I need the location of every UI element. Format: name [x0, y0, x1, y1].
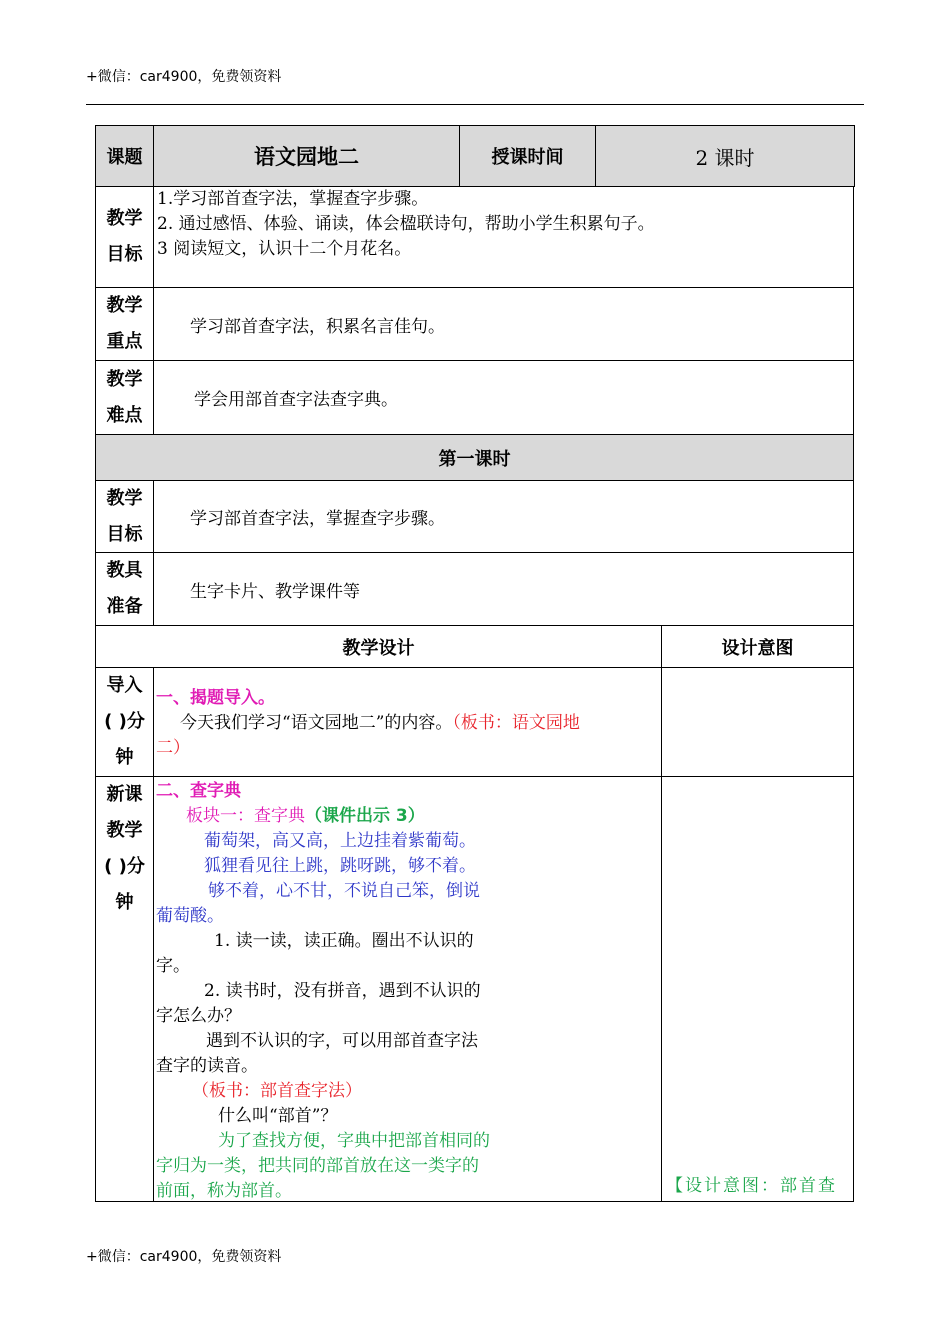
objective-item: 2. 通过感悟、体验、诵读，体会楹联诗句，帮助小学生积累句子。 — [157, 214, 655, 234]
header-note: +微信：car4900，免费领资料 — [86, 69, 282, 85]
focus-label-1: 教学 — [106, 295, 143, 316]
block-title-text: 板块一：查字典 — [186, 806, 305, 826]
design-intent: 【设计意图：部首查 — [666, 1176, 837, 1196]
difficulty-label — [95, 360, 154, 435]
poem-line: 葡萄架，高又高，上边挂着紫葡萄。 — [204, 831, 476, 851]
newlesson-heading: 二、查字典 — [156, 781, 241, 801]
question-1: 1. 读一读，读正确。圈出不认识的 — [214, 931, 474, 951]
block-title — [156, 804, 657, 829]
tools-text: 生字卡片、教学课件等 — [153, 552, 854, 626]
focus-text: 学习部首查字法，积累名言佳句。 — [153, 287, 854, 361]
lesson1-goal-text: 学习部首查字法，掌握查字步骤。 — [153, 480, 854, 553]
newlesson-label-3: ( )分 — [104, 856, 145, 877]
footer-note: +微信：car4900，免费领资料 — [86, 1249, 282, 1265]
objective-item: 3 阅读短文，认识十二个月花名。 — [157, 239, 412, 259]
objectives-content — [153, 186, 854, 288]
newlesson-intent-cell — [661, 776, 854, 1202]
intro-label-1: 导入 — [106, 675, 143, 696]
newlesson-label-2: 教学 — [106, 820, 143, 841]
intro-content — [153, 667, 662, 777]
intro-line — [156, 711, 657, 736]
time-label: 授课时间 — [459, 125, 596, 187]
question-2-cont: 字怎么办？ — [156, 1006, 241, 1026]
poem-line: 够不着，心不甘，不说自己笨，倒说 — [208, 881, 480, 901]
intro-heading: 一、揭题导入。 — [156, 688, 275, 708]
newlesson-label-4: 钟 — [115, 892, 134, 913]
intro-label-3: 钟 — [115, 747, 134, 768]
block-ppt: （课件出示 3） — [305, 806, 425, 826]
answer-3-cont: 前面，称为部首。 — [156, 1181, 292, 1201]
header-rule — [86, 104, 864, 105]
intro-intent — [661, 667, 854, 777]
objective-item: 1.学习部首查字法，掌握查字步骤。 — [157, 189, 429, 209]
topic-label: 课题 — [95, 125, 154, 187]
answer-3: 为了查找方便，字典中把部首相同的 — [218, 1131, 490, 1151]
question-3: 什么叫“部首”？ — [218, 1106, 338, 1126]
question-1-cont: 字。 — [156, 956, 190, 976]
intro-line-text: 今天我们学习“语文园地二”的内容。 — [180, 713, 453, 733]
question-2: 2. 读书时，没有拼音，遇到不认识的 — [204, 981, 481, 1001]
time-value: 2 课时 — [595, 125, 855, 187]
difficulty-label-2: 难点 — [106, 404, 143, 426]
objectives-label-2: 目标 — [106, 244, 143, 265]
intro-label — [95, 667, 154, 777]
objectives-label-1: 教学 — [106, 208, 143, 229]
poem-line: 狐狸看见往上跳，跳呀跳，够不着。 — [204, 856, 476, 876]
difficulty-text: 学会用部首查字法查字典。 — [153, 360, 854, 435]
lesson1-title: 第一课时 — [95, 434, 854, 481]
lesson1-goal-label — [95, 480, 154, 553]
difficulty-label-1: 教学 — [106, 368, 143, 390]
answer-3-cont: 字归为一类，把共同的部首放在这一类字的 — [156, 1156, 479, 1176]
design-header-left: 教学设计 — [95, 625, 662, 668]
tools-label — [95, 552, 154, 626]
intro-board-note: （板书：语文园地 — [452, 713, 580, 733]
design-header-right: 设计意图 — [661, 625, 854, 668]
newlesson-label-1: 新课 — [106, 784, 143, 805]
newlesson-content — [153, 776, 662, 1202]
lesson1-goal-label-2: 目标 — [106, 523, 143, 545]
topic-value: 语文园地二 — [153, 125, 460, 187]
tools-label-2: 准备 — [106, 596, 143, 617]
focus-label-2: 重点 — [106, 331, 143, 352]
lesson1-goal-label-1: 教学 — [106, 487, 143, 509]
intro-board-note-cont: 二） — [156, 738, 190, 758]
newlesson-label — [95, 776, 154, 1202]
intro-label-2: ( )分 — [104, 711, 145, 732]
board-note: （板书：部首查字法） — [192, 1081, 362, 1101]
poem-line: 葡萄酸。 — [156, 906, 224, 926]
tools-label-1: 教具 — [106, 560, 143, 581]
focus-label — [95, 287, 154, 361]
answer-2: 遇到不认识的字，可以用部首查字法 — [206, 1031, 478, 1051]
answer-2-cont: 查字的读音。 — [156, 1056, 258, 1076]
objectives-label — [95, 186, 154, 288]
